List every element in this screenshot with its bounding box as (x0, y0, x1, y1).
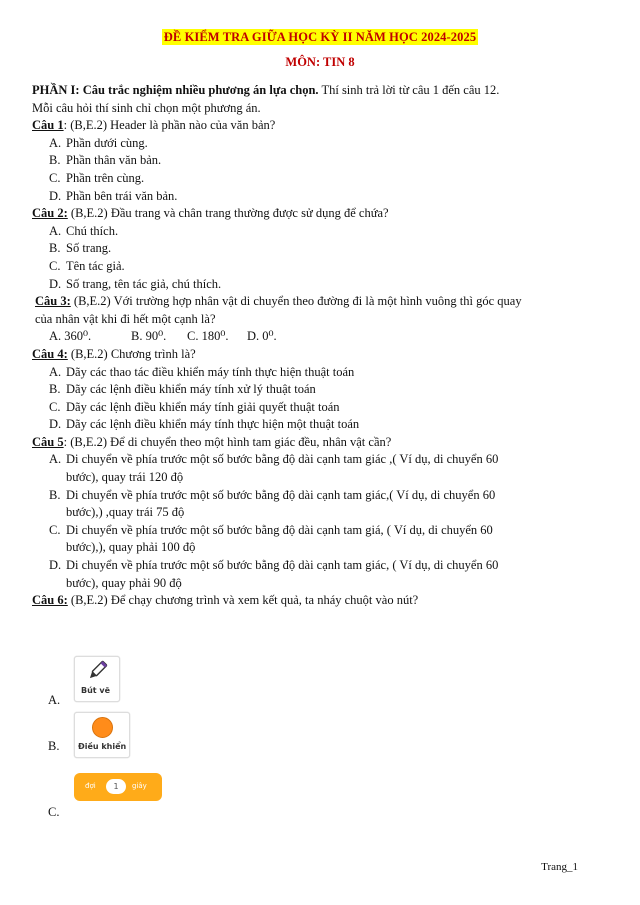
question-3 (32, 293, 592, 311)
control-caption: Điều khiển (78, 742, 127, 751)
question-2-text: (B,E.2) Đầu trang và chân trang thường được sử dụng để chứa? (67, 206, 389, 221)
question-6 (32, 592, 592, 610)
option-letter: C. (48, 805, 60, 819)
option-text: Di chuyển về phía trước một số bước bằng độ dài cạnh tam giác, ( Ví dụ, di chuyển 60 (66, 558, 499, 573)
option-letter: C. (49, 258, 61, 273)
option-text: Phần dưới cùng. (66, 135, 148, 150)
question-4-option-d[interactable] (32, 416, 592, 434)
question-4-text: (B,E.2) Chương trình là? (67, 346, 196, 361)
option-text: Di chuyển về phía trước một số bước bằng độ dài cạnh tam giác ,( Ví dụ, di chuyển 60 (66, 452, 499, 467)
option-text: Di chuyển về phía trước một số bước bằng độ dài cạnh tam giác,( Ví dụ, di chuyển 60 (66, 487, 496, 502)
page-number: Trang_1 (541, 861, 578, 873)
question-5-text: : (B,E.2) Để di chuyển theo một hình tam giác đều, nhân vật cần? (63, 434, 392, 449)
exam-title-text: ĐỀ KIỂM TRA GIỮA HỌC KỲ II NĂM HỌC 2024-2025 (163, 30, 477, 44)
exam-title (0, 28, 640, 46)
question-3-option-d[interactable]: D. 0⁰. (247, 329, 277, 344)
option-letter: B. (49, 382, 61, 397)
question-3-option-a[interactable]: A. 360⁰. (49, 329, 92, 344)
option-text: Phần thân văn bản. (66, 153, 162, 168)
option-letter: D. (49, 188, 62, 203)
wait-block-icon[interactable] (74, 773, 162, 801)
option-text-cont: bước),), quay phải 100 độ (66, 540, 196, 555)
orange-circle-icon[interactable] (74, 712, 130, 758)
option-letter: A. (49, 452, 62, 467)
option-letter: D. (49, 276, 62, 291)
question-5-option-d[interactable] (32, 557, 592, 592)
pen-icon-graphic (75, 657, 119, 687)
question-3-text-1: (B,E.2) Với trường hợp nhân vật di chuyển theo đường đi là một hình vuông thì góc quay (70, 294, 522, 309)
option-letter: C. (49, 170, 61, 185)
option-letter: C. (49, 522, 61, 537)
option-letter: B. (49, 241, 61, 256)
question-4-label: Câu 4: (32, 346, 68, 361)
question-1-option-d[interactable] (32, 188, 592, 206)
exam-content (32, 82, 592, 610)
question-3-option-b[interactable]: B. 90⁰. (131, 329, 167, 344)
option-letter: B. (49, 153, 61, 168)
option-text: Di chuyển về phía trước một số bước bằng độ dài cạnh tam giá, ( Ví dụ, di chuyển 60 (66, 522, 493, 537)
option-text: Phần trên cùng. (66, 170, 145, 185)
question-1-option-b[interactable] (32, 152, 592, 170)
question-6-label: Câu 6: (32, 593, 68, 608)
option-text: Dãy các lệnh điều khiển máy tính xử lý thuật toán (66, 382, 316, 397)
option-text: Số trang, tên tác giả, chú thích. (66, 276, 222, 291)
question-3-text-2: của nhân vật khi đi hết một cạnh là? (35, 311, 216, 326)
question-1-label: Câu 1 (32, 118, 64, 133)
part1-heading: PHẦN I: Câu trắc nghiệm nhiều phương án lựa chọn. (32, 83, 319, 97)
control-circle (92, 717, 113, 738)
option-letter: A. (49, 223, 62, 238)
question-1-text: : (B,E.2) Header là phần nào của văn bản? (63, 118, 276, 133)
question-4-option-b[interactable] (32, 381, 592, 399)
question-1 (32, 117, 592, 135)
option-letter: A. (48, 693, 61, 707)
option-letter: A. (49, 135, 62, 150)
option-letter: B. (48, 739, 60, 753)
wait-number[interactable]: 1 (106, 779, 126, 794)
part1-instruction-2: Mỗi câu hỏi thí sinh chỉ chọn một phương án. (32, 100, 261, 115)
option-text-cont: bước), quay trái 120 độ (66, 470, 184, 485)
question-4-option-c[interactable] (32, 399, 592, 417)
option-letter: C. (49, 399, 61, 414)
question-5-option-b[interactable] (32, 487, 592, 522)
exam-subject: MÔN: TIN 8 (285, 55, 355, 69)
part1-instruction-1: Thí sinh trả lời từ câu 1 đến câu 12. (318, 83, 500, 97)
question-6-text: (B,E.2) Để chạy chương trình và xem kết quả, ta nháy chuột vào nút? (67, 593, 419, 608)
option-text: Phần bên trái văn bản. (66, 188, 178, 203)
question-2-label: Câu 2: (32, 206, 68, 221)
question-3-label: Câu 3: (35, 294, 71, 309)
part1-intro (32, 82, 592, 100)
option-letter: B. (49, 487, 61, 502)
question-5-option-a[interactable] (32, 451, 592, 486)
question-4 (32, 346, 592, 364)
question-2-option-a[interactable] (32, 223, 592, 241)
option-letter: D. (49, 558, 62, 573)
pen-caption: Bút vẽ (81, 686, 111, 695)
question-5 (32, 434, 592, 452)
option-text: Dãy các lệnh điều khiển máy tính giải quyết thuật toán (66, 399, 340, 414)
question-5-option-c[interactable] (32, 522, 592, 557)
question-1-option-c[interactable] (32, 170, 592, 188)
question-2-option-c[interactable] (32, 258, 592, 276)
question-3-options (32, 328, 592, 346)
option-text-cont: bước), quay phải 90 độ (66, 575, 182, 590)
question-4-option-a[interactable] (32, 364, 592, 382)
option-letter: D. (49, 417, 62, 432)
question-2-option-b[interactable] (32, 240, 592, 258)
option-text: Tên tác giả. (66, 258, 125, 273)
option-text: Dãy các thao tác điều khiển máy tính thực hiện thuật toán (66, 364, 355, 379)
question-1-option-a[interactable] (32, 135, 592, 153)
wait-caption-2: giây (132, 782, 147, 790)
option-text: Chú thích. (66, 223, 119, 238)
option-text: Dãy các lệnh điều khiển máy tính thực hiện một thuật toán (66, 417, 360, 432)
question-2-option-d[interactable] (32, 276, 592, 294)
question-2 (32, 205, 592, 223)
option-text: Số trang. (66, 241, 112, 256)
pen-icon[interactable] (74, 656, 120, 702)
option-letter: A. (49, 364, 62, 379)
option-text-cont: bước),) ,quay trái 75 độ (66, 505, 185, 520)
question-3-option-c[interactable]: C. 180⁰. (187, 329, 229, 344)
wait-caption-1: đợi (85, 782, 96, 790)
question-5-label: Câu 5 (32, 434, 64, 449)
